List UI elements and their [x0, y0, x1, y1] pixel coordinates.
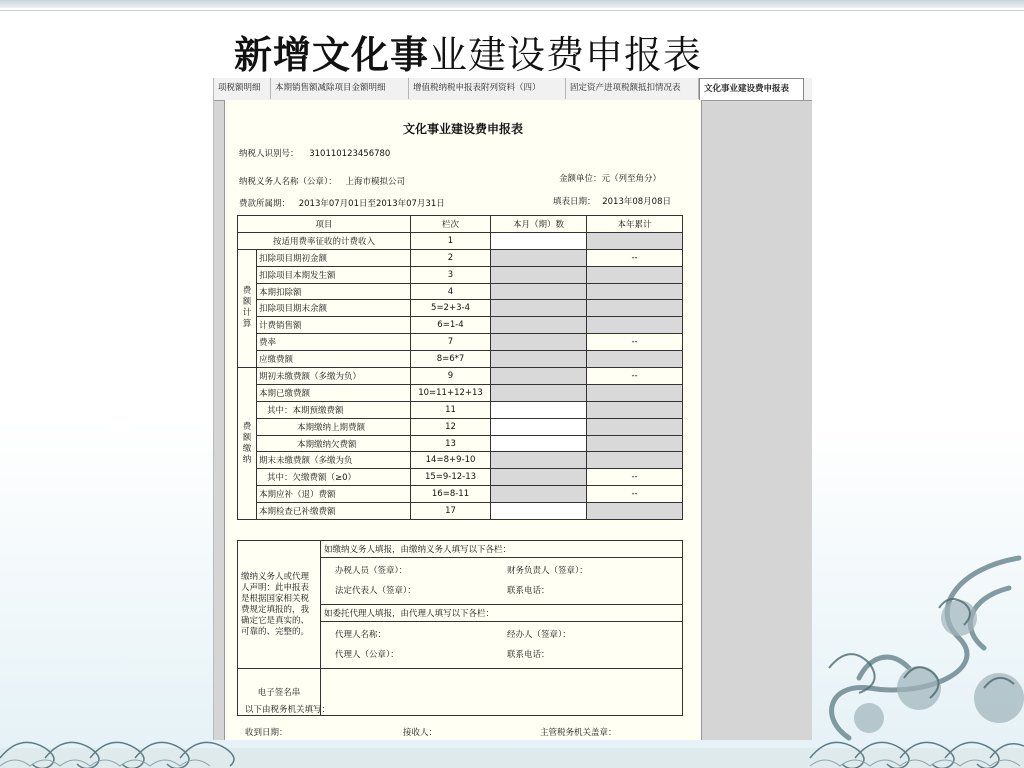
header-item: 项目	[238, 216, 411, 233]
declaration-row	[238, 541, 683, 558]
row-col-no: 5=2+3-4	[411, 300, 491, 317]
authority-seal-label: 主管税务机关盖章：	[540, 728, 617, 738]
row-current-cell	[491, 283, 587, 300]
row-ytd-dash: --	[587, 469, 683, 486]
row-label: 本期应补（退）费额	[257, 486, 411, 503]
tab-input-tax-detail[interactable]: 项税额明细	[214, 78, 271, 99]
e-sign-label: 电子签名串	[238, 669, 321, 716]
agent-name-label: 代理人名称：	[335, 630, 387, 640]
row-label: 期末未缴费额（多缴为负	[257, 452, 411, 469]
row-label: 其中：本期预缴费额	[257, 401, 411, 418]
row-ytd-cell	[587, 317, 683, 334]
finance-head-label: 财务负责人（签章）：	[507, 566, 588, 576]
table-row	[238, 503, 683, 520]
agent-fill-fields	[321, 622, 683, 669]
table-row	[238, 266, 683, 283]
row-current-input[interactable]	[491, 418, 587, 435]
row-ytd-cell	[587, 435, 683, 452]
row-ytd-dash: --	[587, 334, 683, 351]
tab-sales-deduction-detail[interactable]: 本期销售额减除项目金额明细	[271, 78, 409, 99]
fill-date-label: 填表日期：	[553, 197, 596, 207]
table-row	[238, 249, 683, 266]
row-label: 本期缴纳欠费额	[257, 435, 411, 452]
row-label: 期初未缴费额（多缴为负）	[257, 368, 411, 385]
row-current-input[interactable]	[491, 503, 587, 520]
row-col-no: 2	[411, 249, 491, 266]
taxpayer-name-label: 纳税义务人名称（公章）：	[239, 177, 337, 187]
receive-date-label: 收到日期：	[245, 728, 288, 738]
tab-vat-attachment-four[interactable]: 增值税纳税申报表附列资料（四）	[409, 78, 566, 99]
taxpayer-id-row	[239, 147, 390, 159]
row-col-no: 4	[411, 283, 491, 300]
row-col-no: 14=8+9-10	[411, 452, 491, 469]
row-ytd-cell	[587, 401, 683, 418]
row-ytd-cell	[587, 266, 683, 283]
report-sheet	[224, 100, 702, 740]
table-row	[238, 401, 683, 418]
row-ytd-cell	[587, 351, 683, 368]
self-fill-title: 如缴纳义务人填报，由缴纳义务人填写以下各栏：	[321, 541, 683, 558]
row-col-no: 6=1-4	[411, 317, 491, 334]
row-current-cell	[491, 249, 587, 266]
row-label: 扣除项目期初金额	[257, 249, 411, 266]
row-label: 应缴费额	[257, 351, 411, 368]
table-row	[238, 300, 683, 317]
table-row	[238, 317, 683, 334]
e-sign-field[interactable]	[321, 669, 683, 716]
row-current-cell	[491, 469, 587, 486]
agent-seal-label: 代理人（公章）：	[335, 650, 399, 660]
row-col-no: 3	[411, 266, 491, 283]
taxpayer-id-label: 纳税人识别号：	[239, 149, 299, 159]
row-current-cell	[491, 334, 587, 351]
handler-label: 经办人（签章）：	[507, 630, 571, 640]
row-col-no: 13	[411, 435, 491, 452]
row-col-no: 16=8-11	[411, 486, 491, 503]
row-current-cell	[491, 384, 587, 401]
header-ytd: 本年累计	[587, 216, 683, 233]
period-value[interactable]: 2013年07月01日至2013年07月31日	[298, 199, 445, 209]
row-col-no: 9	[411, 368, 491, 385]
table-row	[238, 418, 683, 435]
row-label: 其中：欠缴费额（≥0）	[257, 469, 411, 486]
group-label-calc: 费 额 计 算	[238, 249, 257, 367]
declaration-text: 缴纳义务人或代理人声明：此申报表是根据国家相关税费规定填报的，我确定它是真实的、可靠的、完整的。	[241, 571, 310, 637]
header-column-no: 栏次	[411, 216, 491, 233]
row-ytd-cell	[587, 300, 683, 317]
row-col-no: 8=6*7	[411, 351, 491, 368]
table-header-row	[238, 216, 683, 233]
row-ytd-dash: --	[587, 368, 683, 385]
fill-date-value[interactable]: 2013年08月08日	[602, 197, 671, 207]
row-col-no: 11	[411, 401, 491, 418]
row-label: 扣除项目本期发生额	[257, 266, 411, 283]
fee-table	[237, 215, 683, 520]
software-screenshot	[213, 78, 812, 740]
row-col-no: 7	[411, 334, 491, 351]
row-label: 计费销售额	[257, 317, 411, 334]
row-col-no: 10=11+12+13	[411, 384, 491, 401]
row-label: 本期检查已补缴费额	[257, 503, 411, 520]
taxpayer-name-row	[239, 175, 405, 187]
table-row	[238, 283, 683, 300]
taxpayer-name-value[interactable]: 上海市模拟公司	[345, 177, 405, 187]
row-label: 本期已缴费额	[257, 384, 411, 401]
tab-culture-fee-report[interactable]: 文化事业建设费申报表	[699, 78, 804, 100]
row-ytd-cell	[587, 452, 683, 469]
row-ytd-dash: --	[587, 249, 683, 266]
row-label: 按适用费率征收的计费收入	[238, 232, 411, 249]
table-row	[238, 334, 683, 351]
row-ytd-cell	[587, 384, 683, 401]
table-row	[238, 384, 683, 401]
period-label: 费款所属期：	[239, 199, 291, 209]
table-row	[238, 469, 683, 486]
row-col-no: 15=9-12-13	[411, 469, 491, 486]
row-col-no: 1	[411, 232, 491, 249]
row-ytd-dash: --	[587, 486, 683, 503]
row-current-cell	[491, 317, 587, 334]
row-label: 本期缴纳上期费额	[257, 418, 411, 435]
top-decor-bar	[0, 0, 1024, 8]
amount-unit: 金额单位：元（列至角分）	[559, 174, 662, 184]
taxpayer-id-value[interactable]: 310110123456780	[309, 149, 391, 159]
row-ytd-cell	[587, 232, 683, 249]
row-col-no: 17	[411, 503, 491, 520]
table-row	[238, 368, 683, 385]
legal-rep-label: 法定代表人（签章）：	[335, 586, 416, 596]
table-row	[238, 486, 683, 503]
row-current-cell	[491, 266, 587, 283]
period-row	[239, 197, 445, 209]
tab-fixed-asset-deduction[interactable]: 固定资产进项税额抵扣情况表	[566, 78, 699, 99]
slide-title-normal: 业建设费申报表	[429, 33, 703, 77]
header-current: 本月（期）数	[491, 216, 587, 233]
declaration-table	[237, 540, 683, 716]
receiver-label: 接收人：	[403, 728, 438, 738]
row-col-no: 12	[411, 418, 491, 435]
row-ytd-cell	[587, 283, 683, 300]
table-row	[238, 351, 683, 368]
row-current-cell	[491, 486, 587, 503]
top-decor-line	[0, 10, 1024, 11]
tax-office-label: 以下由税务机关填写：	[245, 705, 331, 715]
self-fill-fields	[321, 558, 683, 605]
row-current-cell	[491, 452, 587, 469]
row-current-cell	[491, 300, 587, 317]
row-ytd-cell	[587, 418, 683, 435]
table-row	[238, 452, 683, 469]
row-current-input[interactable]	[491, 435, 587, 452]
row-label: 费率	[257, 334, 411, 351]
phone-label: 联系电话：	[507, 586, 550, 596]
row-current-cell	[491, 351, 587, 368]
phone-label: 联系电话：	[507, 650, 550, 660]
table-row	[238, 232, 683, 249]
row-current-input[interactable]	[491, 232, 587, 249]
table-row	[238, 435, 683, 452]
form-title: 文化事业建设费申报表	[402, 122, 523, 136]
tax-staff-label: 办税人员（签章）：	[335, 566, 408, 576]
form-tab-bar	[214, 78, 812, 101]
slide-title-bold: 新增文化事	[234, 33, 430, 77]
row-current-input[interactable]	[491, 401, 587, 418]
fill-date-row	[553, 195, 671, 207]
row-label: 扣除项目期末余额	[257, 300, 411, 317]
row-ytd-cell	[587, 503, 683, 520]
group-label-pay: 费 额 缴 纳	[238, 368, 257, 520]
row-current-cell	[491, 368, 587, 385]
declaration-cell	[238, 541, 321, 669]
row-label: 本期扣除额	[257, 283, 411, 300]
slide-title	[234, 24, 703, 77]
agent-fill-title: 如委托代理人填报，由代理人填写以下各栏：	[321, 605, 683, 622]
